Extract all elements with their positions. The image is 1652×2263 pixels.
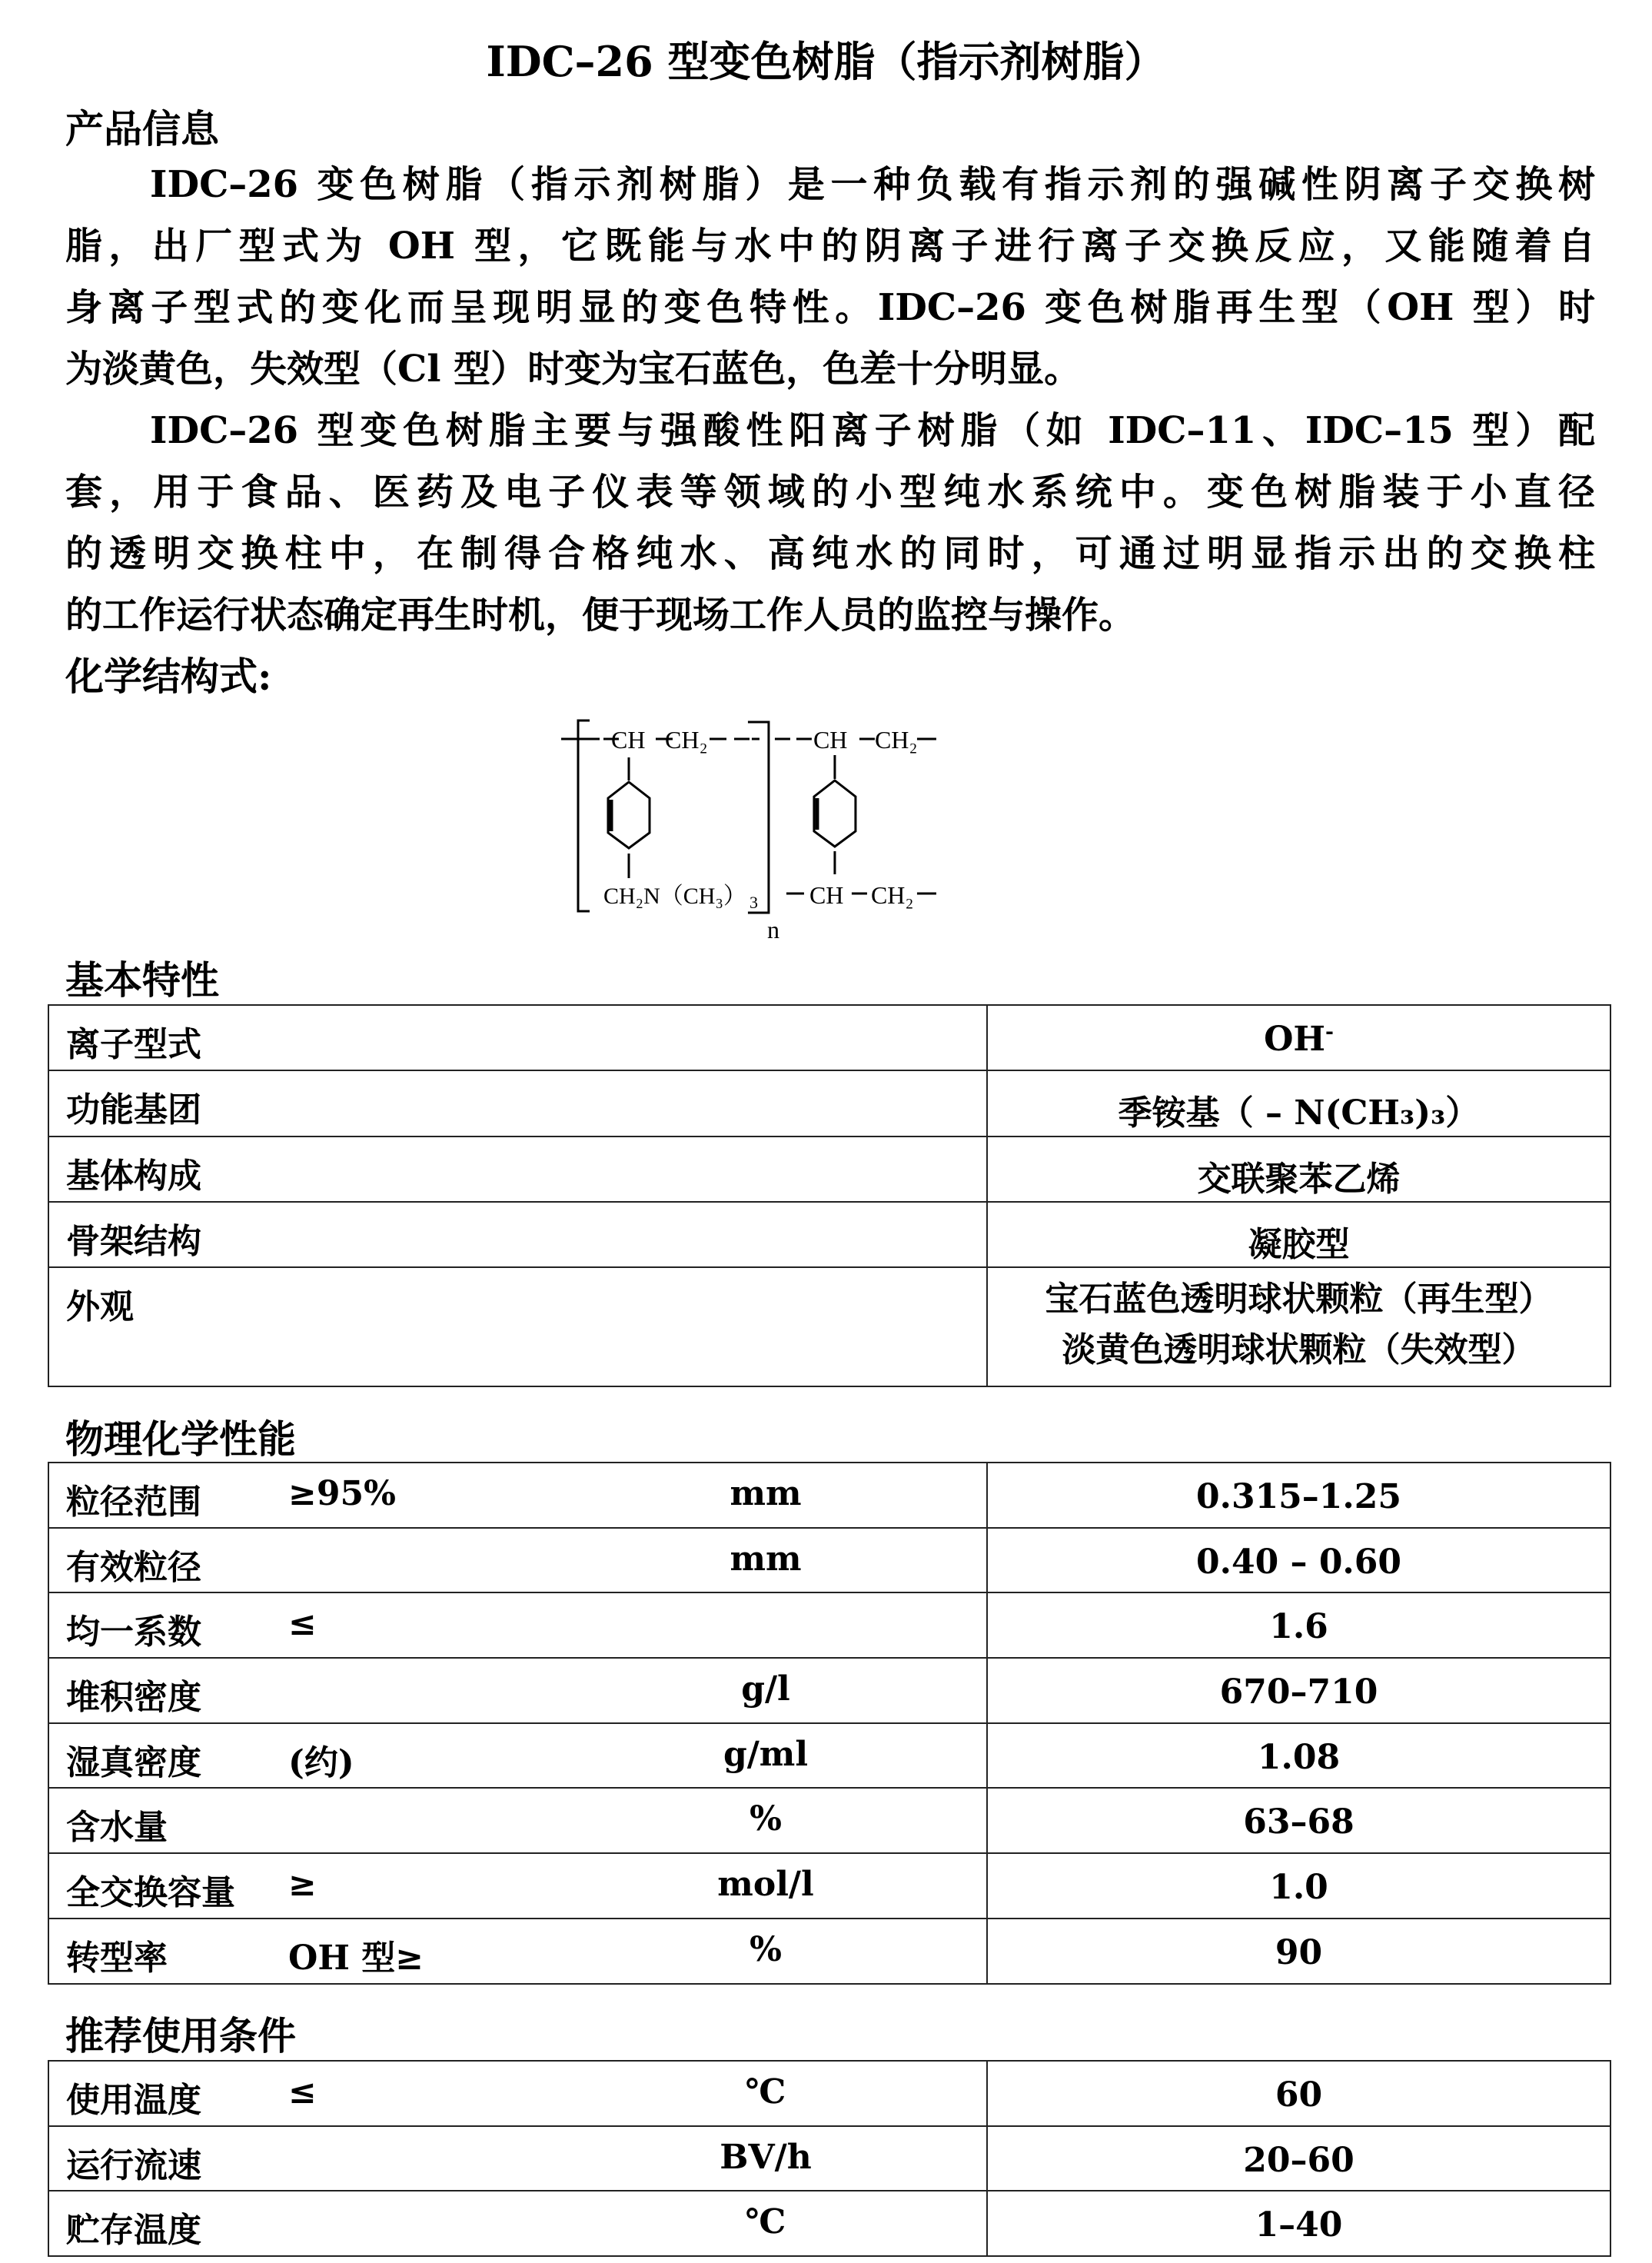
row-qualifier: OH 型≥ [288,1938,424,1978]
row-label: 转型率 [66,1938,168,1978]
row-unit: mol/l [717,1865,814,1905]
row-label: 粒径范围 [66,1483,201,1522]
row-label: 基体构成 [66,1156,201,1196]
row-value: 63–68 [1243,1802,1355,1842]
table-row [48,2061,1610,2126]
row-value: 1.0 [1269,1868,1328,1908]
structure-ch2: CH₂ [874,726,918,754]
row-unit: % [750,1799,782,1839]
row-unit: BV/h [720,2137,812,2177]
page-title: IDC–26 型变色树脂（指示剂树脂） [486,37,1166,86]
structure-right-unit [748,722,936,943]
row-unit: mm [730,1539,802,1579]
structure-ch2n-ch3: CH₂N（CH₃） [603,884,746,909]
row-value: 交联聚苯乙烯 [1197,1160,1401,1199]
text-line: IDC–26 型变色树脂主要与强酸性阳离子树脂（如 IDC–11、IDC–15 型）配 [150,409,1595,452]
row-label: 全交换容量 [66,1873,235,1913]
row-value: 1.08 [1257,1737,1341,1777]
paragraph-2 [65,400,1595,646]
structure-ch2: CH₂ [665,726,708,754]
row-value: 凝胶型 [1248,1225,1350,1264]
table-row [48,1723,1610,1789]
row-value: OH [1264,1020,1325,1059]
text-line: 的工作运行状态确定再生时机，便于现场工作人员的监控与操作。 [65,594,1136,637]
table-row [48,1528,1610,1593]
text-line: 脂，出厂型式为 OH 型，它既能与水中的阴离子进行离子交换反应，又能随着自 [65,225,1595,268]
paragraph-1 [65,154,1595,400]
table-row [48,1202,1610,1267]
row-value: 1.6 [1269,1607,1328,1647]
row-unit: ℃ [745,2072,786,2112]
row-value-2: 淡黄色透明球状颗粒（失效型） [1062,1330,1536,1369]
table-row [48,1005,1610,1070]
row-label: 均一系数 [66,1612,201,1652]
row-label: 堆积密度 [66,1678,201,1718]
superscript: - [1325,1020,1334,1044]
row-value: 20–60 [1243,2140,1355,2180]
structure-ch: CH [809,881,844,909]
structure-n: n [766,916,779,943]
text-line: 身离子型式的变化而呈现明显的变色特性。IDC–26 变色树脂再生型（OH 型）时 [65,286,1595,329]
conditions-table [48,2060,1611,2257]
structure-subscript: 3 [749,893,758,912]
chemical-structure-diagram [550,704,1165,950]
row-unit: mm [730,1474,802,1513]
row-label: 离子型式 [66,1025,201,1064]
row-unit: % [750,1929,782,1969]
row-label: 有效粒径 [66,1547,201,1587]
section-heading-product-info: 产品信息 [65,106,219,151]
text-line: IDC–26 变色树脂（指示剂树脂）是一种负载有指示剂的强碱性阴离子交换树 [150,163,1595,206]
table-row [48,2126,1610,2191]
table-row [48,1788,1610,1853]
section-heading-conditions: 推荐使用条件 [65,2013,296,2058]
row-qualifier: (约) [288,1742,354,1782]
table-row [48,1070,1610,1136]
table-row [48,1658,1610,1723]
section-heading-basic: 基本特性 [65,957,219,1003]
text-line: 为淡黄色，失效型（Cl 型）时变为宝石蓝色，色差十分明显。 [65,348,1082,391]
basic-properties-table [48,1004,1611,1387]
table-row [48,1919,1610,1984]
row-value: 季铵基（ – N(CH₃)₃） [1118,1093,1480,1133]
text-line: 套，用于食品、医药及电子仪表等领域的小型纯水系统中。变色树脂装于小直径 [65,471,1595,514]
row-label: 骨架结构 [66,1222,201,1261]
table-row [48,1267,1610,1386]
structure-ch: CH [813,726,848,754]
physchem-table [48,1462,1611,1985]
row-qualifier: ≤ [288,1604,317,1644]
row-unit: g/l [741,1669,790,1709]
row-value: 0.315–1.25 [1196,1477,1401,1516]
row-label: 使用温度 [66,2081,201,2120]
row-label: 湿真密度 [66,1742,201,1782]
row-label: 贮存温度 [66,2211,201,2251]
row-value: 0.40 – 0.60 [1196,1542,1401,1582]
text-line: 的透明交换柱中，在制得合格纯水、高纯水的同时，可通过明显指示出的交换柱 [65,532,1595,575]
section-heading-physchem: 物理化学性能 [65,1416,296,1462]
row-unit: g/ml [723,1734,809,1774]
row-qualifier: ≥95% [288,1474,396,1513]
table-row [48,1592,1610,1658]
row-value: 1–40 [1255,2205,1343,2245]
row-value: 60 [1275,2075,1323,2115]
table-row [48,1463,1610,1528]
row-label: 外观 [66,1287,134,1326]
row-qualifier: ≤ [288,2072,317,2112]
row-label: 运行流速 [66,2145,201,2185]
table-row [48,1136,1610,1202]
structure-ch: CH [611,726,646,754]
row-value: 670–710 [1219,1672,1378,1712]
row-qualifier: ≥ [288,1865,317,1905]
row-value: 90 [1275,1932,1323,1972]
table-row [48,2191,1610,2256]
row-value: 宝石蓝色透明球状颗粒（再生型） [1045,1280,1553,1319]
structure-ch2: CH₂ [870,881,914,909]
row-label: 功能基团 [66,1090,201,1130]
section-heading-structure: 化学结构式: [65,654,272,699]
table-row [48,1853,1610,1919]
row-label: 含水量 [66,1808,168,1848]
row-unit: ℃ [745,2202,786,2242]
